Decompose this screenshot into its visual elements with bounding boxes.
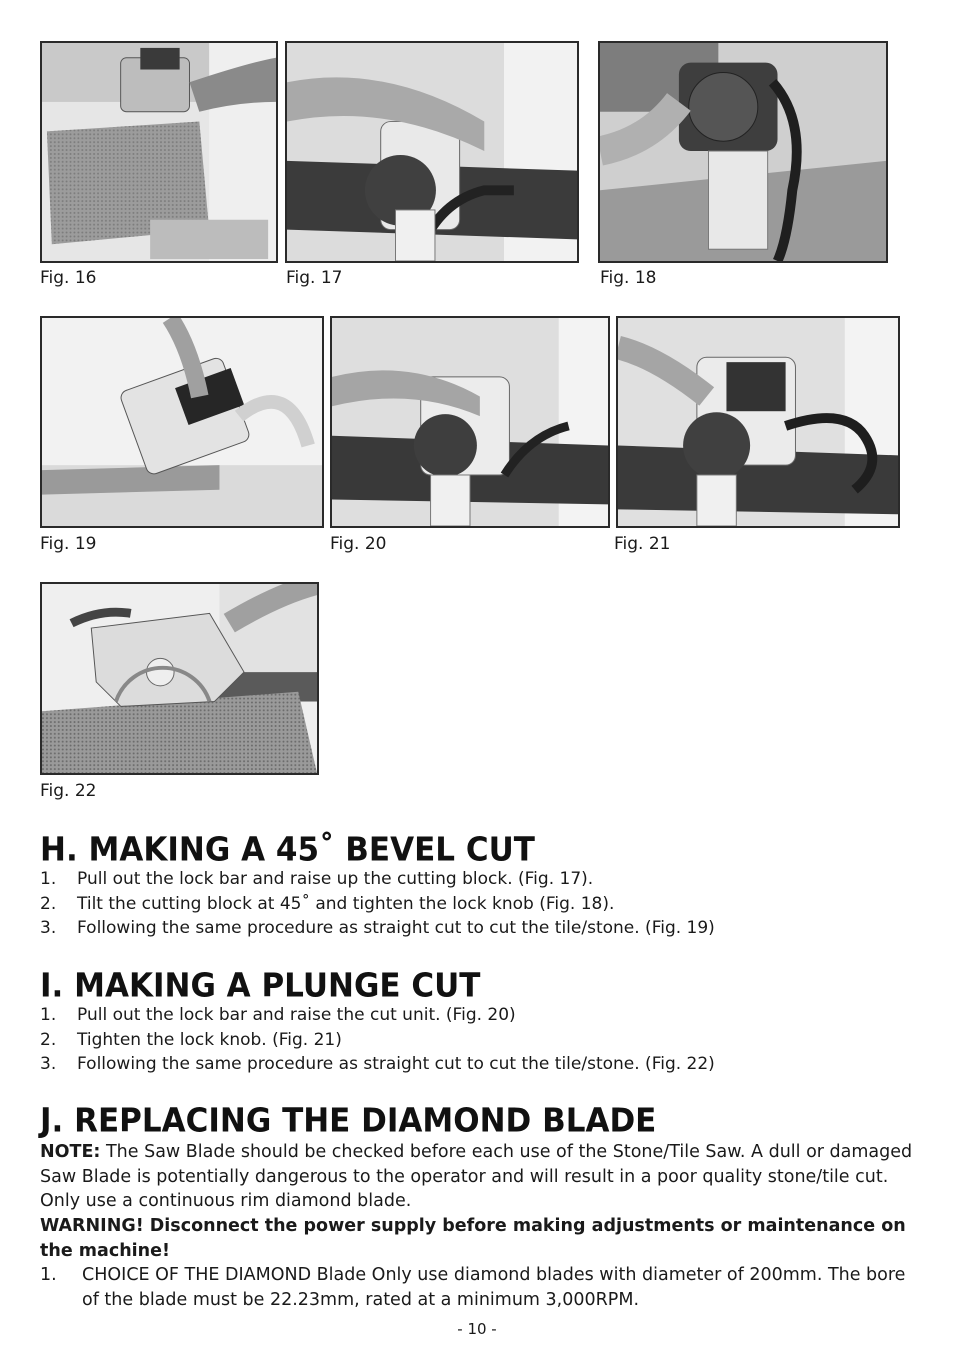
caption-fig-19: Fig. 19 <box>40 534 97 554</box>
caption-fig-17: Fig. 17 <box>286 268 343 288</box>
note-paragraph <box>40 1140 920 1214</box>
list-item: 2. Tilt the cutting block at 45˚ and tighten the lock knob (Fig. 18). <box>40 893 615 914</box>
list-item: 3. Following the same procedure as straight cut to cut the tile/stone. (Fig. 19) <box>40 918 715 938</box>
heading-replacing-blade: J. REPLACING THE DIAMOND BLADE <box>40 1102 657 1140</box>
caption-fig-20: Fig. 20 <box>330 534 387 554</box>
list-item: 1. Pull out the lock bar and raise the cut unit. (Fig. 20) <box>40 1005 516 1025</box>
steps-bevel-cut <box>40 867 715 941</box>
warning-paragraph <box>40 1214 920 1263</box>
photo-fig-17 <box>285 41 579 263</box>
photo-fig-22 <box>40 582 319 775</box>
heading-bevel-cut: H. MAKING A 45˚ BEVEL CUT <box>40 831 535 869</box>
heading-plunge-cut: I. MAKING A PLUNGE CUT <box>40 967 481 1005</box>
blade-step-1-text: CHOICE OF THE DIAMOND Blade Only use diamond blades with diameter of 200mm. The bore of the blade must be 22.23mm, rated at a minimum 3,000RPM. <box>82 1265 906 1310</box>
photo-fig-16 <box>40 41 278 263</box>
photo-fig-20 <box>330 316 610 528</box>
photo-fig-19 <box>40 316 324 528</box>
note-label: NOTE: <box>40 1142 101 1162</box>
caption-fig-22: Fig. 22 <box>40 781 97 801</box>
list-item: 1. Pull out the lock bar and raise up the cutting block. (Fig. 17). <box>40 869 594 889</box>
caption-fig-16: Fig. 16 <box>40 268 97 288</box>
note-text: The Saw Blade should be checked before each use of the Stone/Tile Saw. A dull or damaged Saw Blade is potentially dangerous to the operator and will result in a poor quality stone/tile cut. Only use a continuous rim diamond blade. <box>40 1142 913 1211</box>
photo-fig-18 <box>598 41 888 263</box>
list-item: 2. Tighten the lock knob. (Fig. 21) <box>40 1029 342 1050</box>
steps-plunge-cut <box>40 1003 715 1077</box>
warning-text: Disconnect the power supply before making adjustments or maintenance on the machine! <box>40 1216 906 1261</box>
caption-fig-18: Fig. 18 <box>600 268 657 288</box>
photo-fig-21 <box>616 316 900 528</box>
blade-step-1: 1. CHOICE OF THE DIAMOND Blade Only use diamond blades with diameter of 200mm. The bore of the blade must be 22.23mm, rated at a minimum 3,000RPM. <box>40 1263 920 1312</box>
page-number: - 10 - <box>457 1320 497 1338</box>
list-item: 3. Following the same procedure as straight cut to cut the tile/stone. (Fig. 22) <box>40 1054 715 1074</box>
warning-label: WARNING! <box>40 1216 144 1236</box>
caption-fig-21: Fig. 21 <box>614 534 671 554</box>
